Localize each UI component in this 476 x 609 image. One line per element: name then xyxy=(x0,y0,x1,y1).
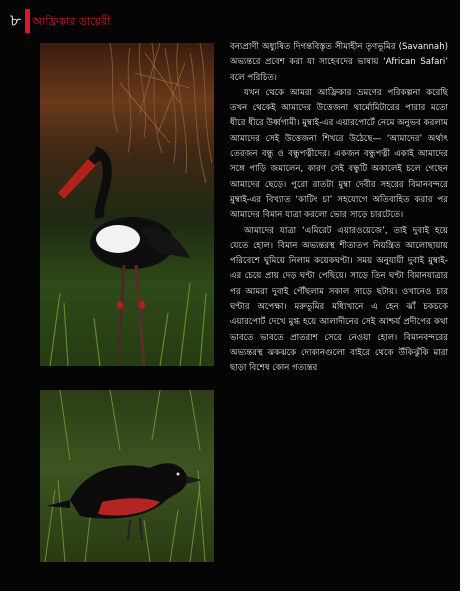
page-header xyxy=(10,9,110,33)
article-body xyxy=(230,40,448,377)
article-paragraph: আমাদের যাত্রা ‘এমিরেট এয়ারওয়েজে’, তাই দুবাই হয়ে যেতে হোল। বিমান অভ্যন্তরস্থ শীতাতপ নিয়ন্ত্রিত আলোছায়ায় পরিবেশে ঘুমিয়ে নিলাম কয়েকঘণ্টা। সময় অনুযায়ী দুবাই মুম্বাই-এর চেয়ে প্রায় দেড় ঘণ্টা পেছিয়ে। সাড়ে তিন ঘণ্টা বিমানযাত্রার পর আমরা দুবাই পৌঁছলাম সকাল সাড়ে ছটায়। ওখানেও চার ঘণ্টার অপেক্ষা। মরুভূমির মধ্যিখানে এ হেন ঝাঁ চকচকে এয়ারপোর্ট দেখে মুগ্ধ হয়ে আলাদীনের সেই আশ্চর্য প্রদীপের কথা ভাবতে ভাবতে প্রাতরাশ সেরে নেওয়া হোল। বিমানবন্দরের অভ্যন্তরস্থ ঝকঝকে দোকানগুলো বাইরে থেকে উঁকিঝুঁকি মারা ছাড়া বিশেষ কোন গত্যন্তর xyxy=(230,225,448,374)
red-breasted-bird-photo xyxy=(40,390,214,562)
article-paragraph: যখন থেকে আমরা আফ্রিকার ভ্রমণের পরিকল্পনা করেছি তখন থেকেই আমাদের উত্তেজনা থার্মোমিটারের পারার মতো ধীরে ধীরে উর্ধ্বগামী। মুম্বাই-এর এয়ারপোর্টে নেমে অনুভব করলাম আমাদের সেই উত্তেজনা শিখরে উঠেছে— ‘আমাদের’ অর্থাৎ তেরজন বন্ধু ও বন্ধুপত্নীদের। একজন বন্ধুপত্নী একাই আমাদের সঙ্গে পাড়ি জমালেন, কারণ সেই বন্ধুটি অকালেই চলে গেছেন আমাদের ছেড়ে। পুরো রাতটা মুম্বা দেবীর সহরের বিমানবন্দরে মুম্বাই-এর বিখ্যাত ‘কাটিং চা’ সহযোগে অতিবাহিত করার পর আমাদের বিমান যাত্রা করলো ভোর সাড়ে চারটেতে। xyxy=(230,87,448,221)
saddle-billed-stork-photo xyxy=(40,43,214,366)
running-title: আফ্রিকার ডায়েরী xyxy=(32,15,111,28)
page-number: ৮ xyxy=(10,11,22,31)
bird-illustration xyxy=(40,390,214,562)
header-accent-bar xyxy=(25,9,30,33)
article-paragraph: বন্যপ্রাণী অধ্যুষিত দিগন্তবিস্তৃত সীমাহীন তৃণভূমির (Savannah) অভ্যন্তরে প্রবেশ করা যা সাহেবদের ভাষায় ‘African Safari’ বলে পরিচিত। xyxy=(230,42,448,83)
stork-illustration xyxy=(40,43,214,366)
